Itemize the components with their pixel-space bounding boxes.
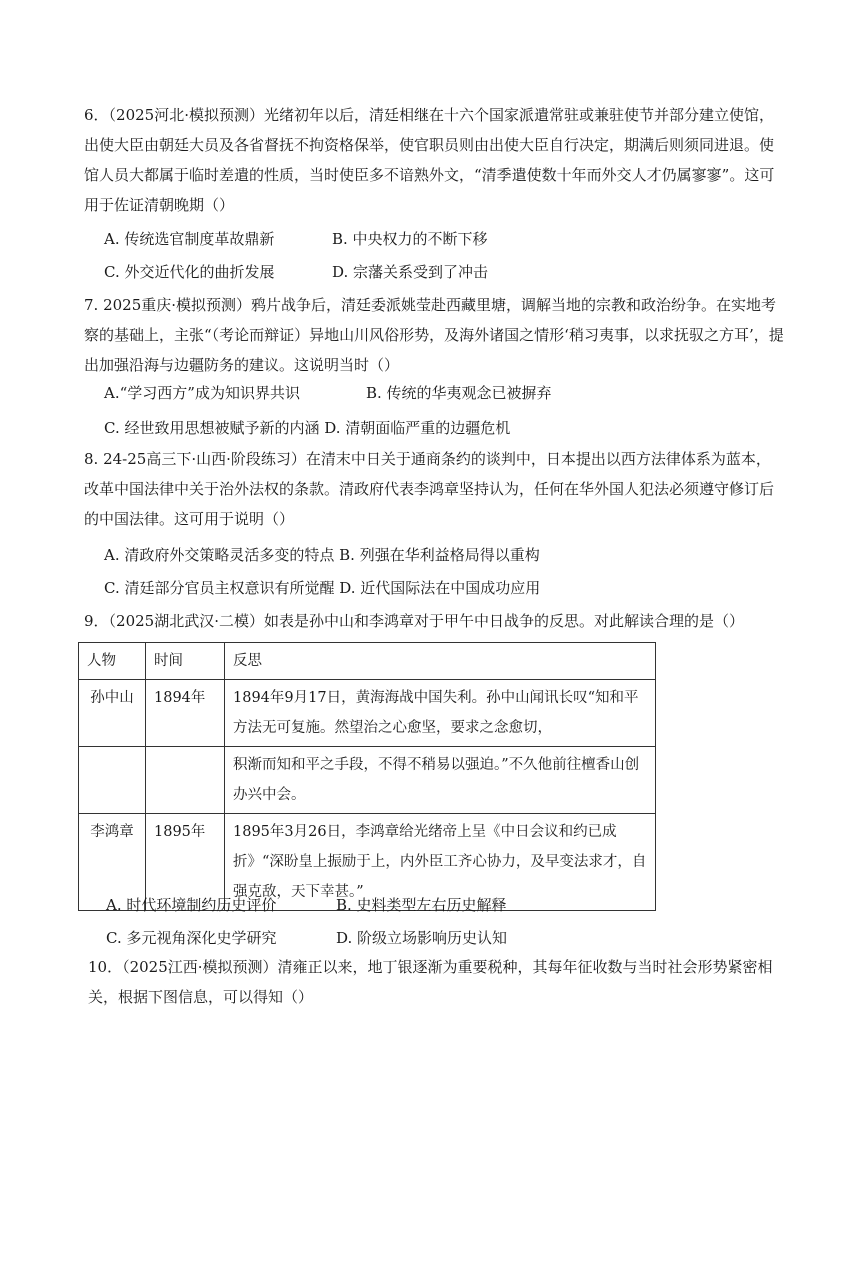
table-header: 时间 [146,643,225,680]
question-9 [84,606,784,636]
table-header: 人物 [79,643,146,680]
question-10 [88,952,784,1012]
table-row [79,680,656,747]
table-cell-person: 李鸿章 [79,814,146,911]
option-b[interactable]: B. 中央权力的不断下移 [332,230,488,248]
option-c-d[interactable]: C. 经世致用思想被赋予新的内涵 D. 清朝面临严重的边疆危机 [104,419,511,437]
table-header: 反思 [225,643,656,680]
question-10-stem: 10．（2025江西·模拟预测）清雍正以来，地丁银逐渐为重要税种，其每年征收数与当时社会形势紧密相关，根据下图信息，可以得知（） [88,958,773,1006]
option-a[interactable]: A. 时代环境制约历史评价 [106,896,277,914]
question-7-stem: 7. 2025重庆·模拟预测）鸦片战争后，清廷委派姚莹赴西藏里塘，调解当地的宗教和政治纷争。在实地考察的基础上，主张“（考论而辩证）异地山川风俗形势，及海外诸国之情形‘稍习夷事，以求抚驭之方耳’，提出加强沿海与边疆防务的建议。这说明当时（） [84,296,784,374]
table-cell-text: 积渐而知和平之手段，不得不稍易以强迫。”不久他前往檀香山创办兴中会。 [225,747,656,814]
reflection-table [78,642,656,911]
option-b[interactable]: B. 史料类型左右历史解释 [336,896,507,914]
option-a[interactable]: A.“学习西方”成为知识界共识 [104,384,300,402]
option-d[interactable]: D. 阶级立场影响历史认知 [336,929,508,947]
question-8 [84,444,784,534]
table-cell-time: 1894年 [146,680,225,747]
option-c[interactable]: C. 外交近代化的曲折发展 [104,263,275,281]
option-b[interactable]: B. 传统的华夷观念已被摒弃 [366,384,552,402]
option-c-d[interactable]: C. 清廷部分官员主权意识有所觉醒 D. 近代国际法在中国成功应用 [104,579,541,597]
table-cell-time: 1895年 [146,814,225,911]
table-cell-text: 1895年3月26日，李鸿章给光绪帝上呈《中日会议和约已成折》“深盼皇上振励于上，内外臣工齐心协力，及早变法求才，自强克敌，天下幸甚。” [225,814,656,911]
question-9-stem: 9．（2025湖北武汉·二模）如表是孙中山和李鸿章对于甲午中日战争的反思。对此解读合理的是（） [84,612,744,630]
table-cell-time [146,747,225,814]
question-6-options [104,224,704,290]
option-a[interactable]: A. 传统选官制度革故鼎新 [104,230,275,248]
question-7 [84,290,784,380]
table-cell-text: 1894年9月17日，黄海海战中国失利。孙中山闻讯长叹“知和平方法无可复施。然望治之心愈坚，要求之念愈切， [225,680,656,747]
table-cell-person [79,747,146,814]
question-9-options [106,890,706,956]
option-d[interactable]: D. 宗藩关系受到了冲击 [332,263,489,281]
question-8-stem: 8. 24-25高三下·山西·阶段练习）在清末中日关于通商条约的谈判中，日本提出以西方法律体系为蓝本，改革中国法律中关于治外法权的条款。清政府代表李鸿章坚持认为，任何在华外国人犯法必须遵守修订后的中国法律。这可用于说明（） [84,450,775,528]
option-a-b[interactable]: A. 清政府外交策略灵活多变的特点 B. 列强在华利益格局得以重构 [104,546,540,564]
table-cell-person: 孙中山 [79,680,146,747]
table-header-row [79,643,656,680]
question-7-options [104,378,744,446]
question-6-stem: 6．（2025河北·模拟预测）光绪初年以后，清廷相继在十六个国家派遣常驻或兼驻使节并部分建立使馆，出使大臣由朝廷大员及各省督抚不拘资格保举，使官职员则由出使大臣自行决定，期满后则须同进退。使馆人员大都属于临时差遣的性质，当时使臣多不谙熟外文，“清季遣使数十年而外交人才仍属寥寥”。这可用于佐证清朝晚期（） [84,106,775,214]
option-c[interactable]: C. 多元视角深化史学研究 [106,929,277,947]
question-6 [84,100,784,220]
table-row [79,747,656,814]
question-8-options [104,540,744,606]
